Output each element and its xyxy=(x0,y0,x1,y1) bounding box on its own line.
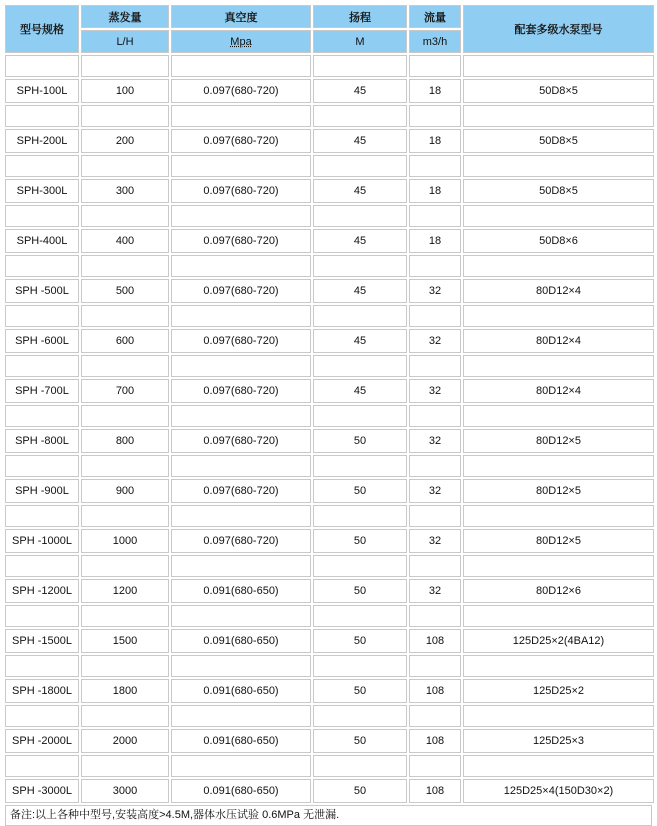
spacer-row xyxy=(5,605,654,627)
cell-flow: 32 xyxy=(409,329,461,353)
cell-pump: 80D12×5 xyxy=(463,479,654,503)
cell-flow: 18 xyxy=(409,229,461,253)
table-row xyxy=(5,529,654,553)
empty-cell xyxy=(463,255,654,277)
cell-model: SPH -3000L xyxy=(5,779,79,803)
cell-head: 50 xyxy=(313,729,407,753)
table-row xyxy=(5,229,654,253)
spacer-row xyxy=(5,355,654,377)
empty-cell xyxy=(5,405,79,427)
empty-cell xyxy=(409,355,461,377)
empty-cell xyxy=(81,205,169,227)
cell-vacuum: 0.091(680-650) xyxy=(171,679,311,703)
cell-evap: 800 xyxy=(81,429,169,453)
empty-cell xyxy=(81,405,169,427)
cell-model: SPH -700L xyxy=(5,379,79,403)
cell-head: 50 xyxy=(313,579,407,603)
spacer-row xyxy=(5,55,654,77)
empty-cell xyxy=(463,555,654,577)
empty-cell xyxy=(171,305,311,327)
table-row xyxy=(5,429,654,453)
cell-vacuum: 0.097(680-720) xyxy=(171,179,311,203)
empty-cell xyxy=(409,305,461,327)
header-head: 扬程 xyxy=(313,5,407,28)
header-pump: 配套多级水泵型号 xyxy=(463,5,654,53)
cell-head: 50 xyxy=(313,679,407,703)
empty-cell xyxy=(463,655,654,677)
cell-head: 50 xyxy=(313,429,407,453)
empty-cell xyxy=(81,755,169,777)
empty-cell xyxy=(171,555,311,577)
cell-evap: 400 xyxy=(81,229,169,253)
cell-flow: 32 xyxy=(409,379,461,403)
cell-flow: 32 xyxy=(409,279,461,303)
empty-cell xyxy=(313,655,407,677)
table-row xyxy=(5,329,654,353)
empty-cell xyxy=(313,55,407,77)
empty-cell xyxy=(5,355,79,377)
cell-evap: 300 xyxy=(81,179,169,203)
table-row xyxy=(5,129,654,153)
cell-model: SPH -1200L xyxy=(5,579,79,603)
empty-cell xyxy=(463,155,654,177)
spec-table-container xyxy=(3,3,654,826)
empty-cell xyxy=(81,255,169,277)
cell-model: SPH -500L xyxy=(5,279,79,303)
empty-cell xyxy=(313,105,407,127)
spacer-row xyxy=(5,705,654,727)
spacer-row xyxy=(5,655,654,677)
spacer-row xyxy=(5,205,654,227)
table-row xyxy=(5,779,654,803)
empty-cell xyxy=(171,205,311,227)
empty-cell xyxy=(409,55,461,77)
cell-vacuum: 0.097(680-720) xyxy=(171,79,311,103)
empty-cell xyxy=(409,205,461,227)
table-row xyxy=(5,629,654,653)
empty-cell xyxy=(5,505,79,527)
empty-cell xyxy=(81,555,169,577)
cell-pump: 125D25×2 xyxy=(463,679,654,703)
empty-cell xyxy=(81,155,169,177)
cell-flow: 32 xyxy=(409,529,461,553)
cell-model: SPH-200L xyxy=(5,129,79,153)
cell-head: 45 xyxy=(313,179,407,203)
table-row xyxy=(5,729,654,753)
cell-pump: 80D12×4 xyxy=(463,279,654,303)
empty-cell xyxy=(171,255,311,277)
cell-vacuum: 0.091(680-650) xyxy=(171,729,311,753)
header-model: 型号规格 xyxy=(5,5,79,53)
empty-cell xyxy=(5,155,79,177)
empty-cell xyxy=(313,755,407,777)
cell-model: SPH -1000L xyxy=(5,529,79,553)
empty-cell xyxy=(171,355,311,377)
cell-evap: 1000 xyxy=(81,529,169,553)
empty-cell xyxy=(5,305,79,327)
empty-cell xyxy=(409,405,461,427)
empty-cell xyxy=(5,105,79,127)
empty-cell xyxy=(5,255,79,277)
spacer-row xyxy=(5,305,654,327)
empty-cell xyxy=(463,355,654,377)
cell-evap: 200 xyxy=(81,129,169,153)
cell-model: SPH-100L xyxy=(5,79,79,103)
spacer-row xyxy=(5,555,654,577)
cell-evap: 100 xyxy=(81,79,169,103)
empty-cell xyxy=(463,755,654,777)
empty-cell xyxy=(463,505,654,527)
cell-evap: 3000 xyxy=(81,779,169,803)
cell-evap: 600 xyxy=(81,329,169,353)
empty-cell xyxy=(313,355,407,377)
cell-vacuum: 0.097(680-720) xyxy=(171,379,311,403)
footnote: 备注:以上各种中型号,安装高度>4.5M,器体水压试验 0.6MPa 无泄漏. xyxy=(5,805,652,826)
spec-table xyxy=(3,3,656,805)
cell-evap: 700 xyxy=(81,379,169,403)
empty-cell xyxy=(409,605,461,627)
empty-cell xyxy=(171,455,311,477)
header-evaporation: 蒸发量 xyxy=(81,5,169,28)
cell-pump: 125D25×2(4BA12) xyxy=(463,629,654,653)
cell-model: SPH-300L xyxy=(5,179,79,203)
cell-flow: 32 xyxy=(409,579,461,603)
empty-cell xyxy=(463,405,654,427)
cell-pump: 80D12×4 xyxy=(463,379,654,403)
empty-cell xyxy=(81,305,169,327)
empty-cell xyxy=(5,455,79,477)
cell-head: 45 xyxy=(313,129,407,153)
empty-cell xyxy=(5,755,79,777)
cell-pump: 50D8×5 xyxy=(463,129,654,153)
empty-cell xyxy=(313,205,407,227)
cell-flow: 108 xyxy=(409,629,461,653)
empty-cell xyxy=(171,505,311,527)
cell-vacuum: 0.097(680-720) xyxy=(171,129,311,153)
empty-cell xyxy=(409,505,461,527)
cell-pump: 80D12×6 xyxy=(463,579,654,603)
empty-cell xyxy=(5,205,79,227)
empty-cell xyxy=(313,505,407,527)
cell-pump: 80D12×5 xyxy=(463,529,654,553)
empty-cell xyxy=(409,655,461,677)
cell-evap: 500 xyxy=(81,279,169,303)
spacer-row xyxy=(5,455,654,477)
empty-cell xyxy=(81,455,169,477)
cell-vacuum: 0.097(680-720) xyxy=(171,229,311,253)
cell-head: 45 xyxy=(313,229,407,253)
unit-evaporation: L/H xyxy=(81,30,169,53)
cell-model: SPH -800L xyxy=(5,429,79,453)
cell-evap: 1200 xyxy=(81,579,169,603)
empty-cell xyxy=(313,455,407,477)
empty-cell xyxy=(171,605,311,627)
cell-pump: 80D12×4 xyxy=(463,329,654,353)
empty-cell xyxy=(81,655,169,677)
empty-cell xyxy=(5,705,79,727)
empty-cell xyxy=(409,455,461,477)
header-flow: 流量 xyxy=(409,5,461,28)
empty-cell xyxy=(171,755,311,777)
spacer-row xyxy=(5,405,654,427)
spacer-row xyxy=(5,105,654,127)
empty-cell xyxy=(409,755,461,777)
cell-head: 45 xyxy=(313,279,407,303)
table-row xyxy=(5,79,654,103)
empty-cell xyxy=(171,55,311,77)
cell-pump: 50D8×6 xyxy=(463,229,654,253)
header-vacuum: 真空度 xyxy=(171,5,311,28)
empty-cell xyxy=(463,105,654,127)
cell-evap: 1500 xyxy=(81,629,169,653)
cell-vacuum: 0.097(680-720) xyxy=(171,329,311,353)
cell-pump: 125D25×3 xyxy=(463,729,654,753)
cell-flow: 32 xyxy=(409,479,461,503)
empty-cell xyxy=(409,705,461,727)
empty-cell xyxy=(171,105,311,127)
cell-model: SPH-400L xyxy=(5,229,79,253)
empty-cell xyxy=(5,605,79,627)
cell-pump: 50D8×5 xyxy=(463,79,654,103)
cell-vacuum: 0.097(680-720) xyxy=(171,279,311,303)
empty-cell xyxy=(5,55,79,77)
empty-cell xyxy=(81,55,169,77)
empty-cell xyxy=(463,305,654,327)
empty-cell xyxy=(313,405,407,427)
table-row xyxy=(5,279,654,303)
cell-flow: 108 xyxy=(409,729,461,753)
empty-cell xyxy=(171,705,311,727)
cell-head: 50 xyxy=(313,629,407,653)
cell-evap: 900 xyxy=(81,479,169,503)
empty-cell xyxy=(313,305,407,327)
cell-vacuum: 0.091(680-650) xyxy=(171,779,311,803)
unit-flow: m3/h xyxy=(409,30,461,53)
cell-flow: 32 xyxy=(409,429,461,453)
cell-vacuum: 0.097(680-720) xyxy=(171,479,311,503)
empty-cell xyxy=(5,655,79,677)
cell-model: SPH -2000L xyxy=(5,729,79,753)
cell-head: 50 xyxy=(313,779,407,803)
cell-head: 45 xyxy=(313,79,407,103)
cell-head: 45 xyxy=(313,329,407,353)
empty-cell xyxy=(81,505,169,527)
cell-vacuum: 0.097(680-720) xyxy=(171,429,311,453)
cell-model: SPH -600L xyxy=(5,329,79,353)
cell-flow: 108 xyxy=(409,679,461,703)
spacer-row xyxy=(5,255,654,277)
empty-cell xyxy=(313,555,407,577)
cell-pump: 125D25×4(150D30×2) xyxy=(463,779,654,803)
empty-cell xyxy=(463,605,654,627)
unit-head: M xyxy=(313,30,407,53)
spacer-row xyxy=(5,755,654,777)
cell-flow: 18 xyxy=(409,179,461,203)
empty-cell xyxy=(409,105,461,127)
empty-cell xyxy=(409,255,461,277)
table-row xyxy=(5,679,654,703)
cell-head: 45 xyxy=(313,379,407,403)
cell-pump: 50D8×5 xyxy=(463,179,654,203)
empty-cell xyxy=(313,705,407,727)
cell-vacuum: 0.097(680-720) xyxy=(171,529,311,553)
empty-cell xyxy=(81,355,169,377)
empty-cell xyxy=(313,155,407,177)
header-row xyxy=(5,5,654,28)
cell-head: 50 xyxy=(313,479,407,503)
cell-flow: 18 xyxy=(409,79,461,103)
empty-cell xyxy=(409,155,461,177)
cell-evap: 1800 xyxy=(81,679,169,703)
cell-vacuum: 0.091(680-650) xyxy=(171,579,311,603)
table-row xyxy=(5,379,654,403)
empty-cell xyxy=(81,105,169,127)
cell-head: 50 xyxy=(313,529,407,553)
table-row xyxy=(5,579,654,603)
cell-model: SPH -1500L xyxy=(5,629,79,653)
empty-cell xyxy=(409,555,461,577)
spacer-row xyxy=(5,505,654,527)
empty-cell xyxy=(171,155,311,177)
empty-cell xyxy=(313,605,407,627)
unit-vacuum xyxy=(171,30,311,53)
cell-flow: 18 xyxy=(409,129,461,153)
cell-vacuum: 0.091(680-650) xyxy=(171,629,311,653)
cell-pump: 80D12×5 xyxy=(463,429,654,453)
empty-cell xyxy=(171,405,311,427)
empty-cell xyxy=(81,605,169,627)
cell-model: SPH -900L xyxy=(5,479,79,503)
table-row xyxy=(5,179,654,203)
empty-cell xyxy=(5,555,79,577)
cell-flow: 108 xyxy=(409,779,461,803)
table-row xyxy=(5,479,654,503)
empty-cell xyxy=(463,455,654,477)
empty-cell xyxy=(463,705,654,727)
empty-cell xyxy=(81,705,169,727)
empty-cell xyxy=(313,255,407,277)
spacer-row xyxy=(5,155,654,177)
empty-cell xyxy=(171,655,311,677)
cell-evap: 2000 xyxy=(81,729,169,753)
empty-cell xyxy=(463,55,654,77)
empty-cell xyxy=(463,205,654,227)
unit-vacuum-text: Mpa xyxy=(230,35,252,48)
cell-model: SPH -1800L xyxy=(5,679,79,703)
